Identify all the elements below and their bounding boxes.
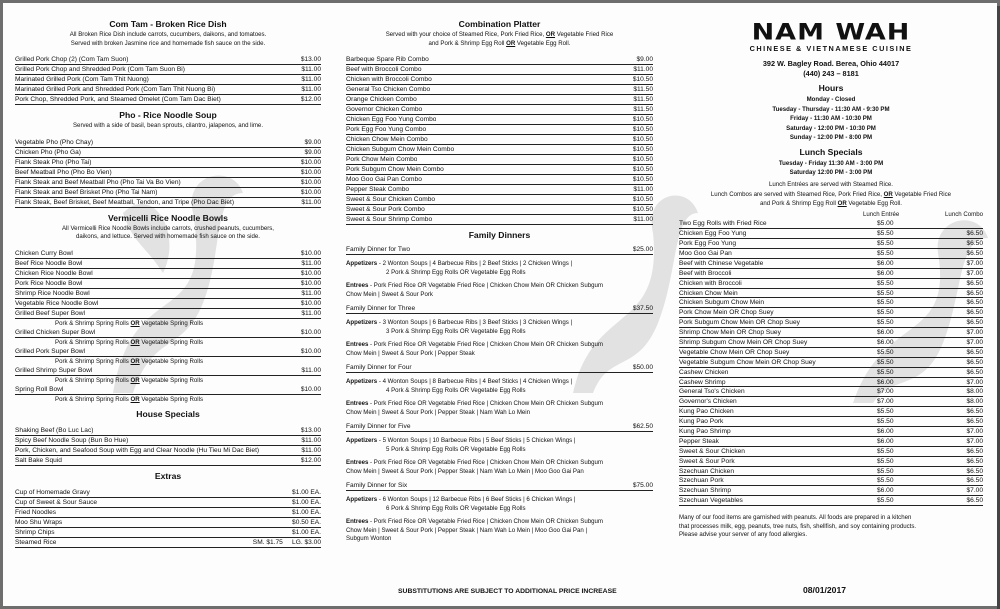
menu-item: Salt Bake Squid $12.00 [15,456,321,464]
menu-item: Pepper Steak Combo $11.00 [346,186,653,194]
column-right [679,19,983,540]
section-title: Extras [154,470,182,481]
desc-line: All Broken Rice Dish include carrots, cucumbers, daikons, and tomatoes. [69,31,267,38]
menu-item: Spring Roll Bowl $10.00 [15,385,321,393]
menu-item: Sweet & Sour Shrimp Combo $11.00 [346,216,653,224]
lunch-list [679,219,983,506]
item-subline: Pork & Shrimp Spring Rolls OR Vegetable Spring Rolls [55,376,204,384]
phone: (440) 243 – 8181 [803,68,859,78]
menu-item: Barbeque Spare Rib Combo $9.00 [346,56,653,64]
menu-item: Pork Chop, Shredded Pork, and Steamed Omelet (Com Tam Dac Biet) $12.00 [15,96,321,104]
menu-item: Chicken with Broccoli Combo $10.50 [346,76,653,84]
lunch-item: Pork Subgum Chow Mein OR Chop Suey $5.50 $6.50 [679,319,983,327]
section-title: House Specials [136,408,200,419]
lunch-item: Szechuan Pork $5.50 $6.50 [679,477,983,485]
lunch-item: Two Egg Rolls with Fried Rice $5.00 [679,219,983,229]
item-subline: Pork & Shrimp Spring Rolls OR Vegetable Spring Rolls [55,357,204,365]
lunch-item: Moo Goo Gai Pan $5.50 $6.50 [679,249,983,257]
desc-line: All Vermicelli Rice Noodle Bowls include carrots, crushed peanuts, cucumbers, [61,224,275,232]
family-dinner: Family Dinner for Three $37.50 Appetizers - 3 Wonton Soups | 6 Barbecue Ribs | 3 Beef Sticks | 3 Chicken Wings | 3 Pork & Shrimp Egg Rolls OR Vegetable Egg Rolls Entrees - Pork Fried Rice OR Vegetable Fried Rice | Chicken Chow Mein OR Chicken Subgum Chow Mein | Sweet & Sour Pork | Pepper Steak [346,305,653,357]
lunch-item: Beef with Broccoli $6.00 $7.00 [679,269,983,277]
lunch-item: Kung Pao Chicken $5.50 $6.50 [679,408,983,416]
lunch-item: Pork Egg Foo Yung $5.50 $6.50 [679,240,983,248]
lunch-item: Kung Pao Shrimp $6.00 $7.00 [679,427,983,435]
hours-list: Monday - Closed Tuesday - Thursday - 11:30 AM - 9:30 PM Friday - 11:30 AM - 10:30 PM Saturday - 12:00 PM - 10:30 PM Sunday - 12:00 PM - 8:00 PM [772,96,890,141]
menu-item: Spicy Beef Noodle Soup (Bun Bo Hue) $11.00 [15,436,321,444]
lunch-item: Szechuan Vegetables $5.50 $6.50 [679,497,983,505]
menu-item: Pork Rice Noodle Bowl $10.00 [15,279,321,287]
menu-item: Vegetable Pho (Pho Chay) $9.00 [15,138,321,146]
house-list [15,426,321,466]
item-subline: Pork & Shrimp Spring Rolls OR Vegetable Spring Rolls [55,338,204,346]
lunch-item: Szechuan Chicken $5.50 $6.50 [679,467,983,475]
extras-list [15,488,321,548]
lunch-item: Cashew Chicken $5.50 $6.50 [679,368,983,376]
menu-item: Pork Chow Mein Combo $10.50 [346,156,653,164]
menu-sheet [3,3,997,606]
hours-title: Hours [818,83,844,93]
menu-item: Governor Chicken Combo $11.50 [346,106,653,114]
section-title: Pho - Rice Noodle Soup [119,110,217,121]
section-description [15,31,321,48]
lunch-combo-note: Lunch Combos are served with Steamed Rice, Pork Fried Rice, OR Vegetable Fried Rice and Pork & Shrimp Egg Roll OR Vegetable Egg Roll. [710,191,952,207]
menu-item: Flank Steak Pho (Pho Tai) $10.00 [15,158,321,166]
desc-line: Served with broken Jasmine rice and homemade fish sauce on the side. [70,39,266,47]
menu-item: Cup of Homemade Gravy $1.00 EA. [15,488,321,496]
lunch-item: Chicken with Broccoli $5.50 $6.50 [679,279,983,287]
menu-item: Chicken Subgum Chow Mein Combo $10.50 [346,146,653,154]
menu-item: Chicken Pho (Pho Ga) $9.00 [15,148,321,156]
lunch-item: Sweet & Sour Chicken $5.50 $6.50 [679,447,983,455]
menu-item: Pork, Chicken, and Seafood Soup with Egg and Clear Noodle (Hu Tieu Mi Dac Biet) $11.00 [15,446,321,454]
menu-item: Grilled Pork Chop and Shredded Pork (Com Tam Suon Bi) $11.00 [15,66,321,74]
lunch-title: Lunch Specials [799,146,863,157]
lunch-hours: Tuesday - Friday 11:30 AM - 3:00 PM Saturday 12:00 PM - 3:00 PM [778,159,884,176]
combo-list [346,55,653,225]
menu-item: Marinated Grilled Pork (Com Tam Thit Nuong) $11.00 [15,76,321,84]
menu-item: Flank Steak, Beef Brisket, Beef Meatball, Tendon, and Tripe (Pho Dac Biet) $11.00 [15,198,321,206]
item-subline: Pork & Shrimp Spring Rolls OR Vegetable Spring Rolls [55,395,204,403]
lunch-item: Pepper Steak $6.00 $7.00 [679,437,983,445]
menu-item: Vegetable Rice Noodle Bowl $10.00 [15,299,321,307]
lunch-item: Shrimp Chow Mein OR Chop Suey $6.00 $7.00 [679,329,983,337]
column-middle [346,19,653,544]
menu-item: Chicken Egg Foo Yung Combo $10.50 [346,116,653,124]
lunch-item: Chicken Chow Mein $5.50 $6.50 [679,289,983,297]
menu-item: Sweet & Sour Chicken Combo $10.50 [346,196,653,204]
lunch-item: Shrimp Subgum Chow Mein OR Chop Suey $6.00 $7.00 [679,338,983,346]
menu-item: Steamed Rice SM. $1.75 LG. $3.00 [15,538,321,546]
menu-item: Sweet & Sour Pork Combo $10.50 [346,206,653,214]
family-dinner: Family Dinner for Six $75.00 Appetizers - 6 Wonton Soups | 12 Barbecue Ribs | 6 Beef Sticks | 6 Chicken Wings | 6 Pork & Shrimp Egg Rolls OR Vegetable Egg Rolls Entrees - Pork Fried Rice OR Vegetable Fried Rice | Chicken Chow Mein OR Chicken Subgum Chow Mein | Sweet & Sour Pork | Pepper Steak | Nam Wah Lo Mein | Moo Goo Gai Pan | Subgum Wonton [346,482,653,543]
section-title: Combination Platter [458,19,541,29]
section-title: Family Dinners [468,230,531,241]
lunch-item: Kung Pao Pork $5.50 $6.50 [679,418,983,426]
menu-item: Orange Chicken Combo $11.50 [346,96,653,104]
lunch-item: Pork Chow Mein OR Chop Suey $5.50 $6.50 [679,309,983,317]
lunch-item: Cashew Shrimp $6.00 $7.00 [679,378,983,386]
menu-item: Fried Noodles $1.00 EA. [15,508,321,516]
section-description: Served with a side of basil, bean sprouts, cilantro, jalapenos, and lime. [72,122,264,130]
section-title: Com Tam - Broken Rice Dish [109,19,227,29]
menu-item: General Tso Chicken Combo $11.50 [346,86,653,94]
pho-list [15,138,321,208]
lunch-column-headers: Lunch Entrée Lunch Combo [863,211,983,219]
menu-item: Moo Goo Gai Pan Combo $10.50 [346,176,653,184]
menu-item: Chicken Rice Noodle Bowl $10.00 [15,269,321,277]
column-left [15,19,321,548]
menu-item: Chicken Curry Bowl $10.00 [15,249,321,257]
family-dinner: Family Dinner for Four $50.00 Appetizers - 4 Wonton Soups | 8 Barbecue Ribs | 4 Beef Sticks | 4 Chicken Wings | 4 Pork & Shrimp Egg Rolls OR Vegetable Egg Rolls Entrees - Pork Fried Rice OR Vegetable Fried Rice | Chicken Chow Mein OR Chicken Subgum Chow Mein | Sweet & Sour Pork | Pepper Steak | Nam Wah Lo Mein [346,364,653,416]
menu-item: Grilled Pork Super Bowl $10.00 [15,347,321,355]
menu-item: Marinated Grilled Pork and Shredded Pork (Com Tam Thit Nuong Bi) $11.00 [15,86,321,94]
restaurant-logo: NAM WAH [751,19,911,46]
section-description [15,225,321,242]
lunch-item: Szechuan Shrimp $6.00 $7.00 [679,487,983,495]
menu-item: Cup of Sweet & Sour Sauce $1.00 EA. [15,498,321,506]
menu-item: Pork Egg Foo Yung Combo $10.50 [346,126,653,134]
lunch-item: Governor's Chicken $7.00 $8.00 [679,398,983,406]
allergy-note: Many of our food items are garnished with peanuts. All foods are prepared in a kitchen that processes milk, egg, peanuts, tree nuts, fish, shellfish, and soy containing products. Please advise your server of any food allergies. [679,514,917,539]
menu-item: Chicken Chow Mein Combo $10.50 [346,136,653,144]
section-description: Served with your choice of Steamed Rice, Pork Fried Rice, OR Vegetable Fried Rice and Pork & Shrimp Egg Roll OR Vegetable Egg Roll. [385,31,614,47]
lunch-item: General Tso's Chicken $7.00 $8.00 [679,388,983,396]
menu-item: Beef Rice Noodle Bowl $11.00 [15,259,321,267]
menu-item: Shaking Beef (Bo Luc Lac) $13.00 [15,426,321,434]
menu-item: Flank Steak and Beef Meatball Pho (Pho Tai Va Bo Vien) $10.00 [15,178,321,186]
item-subline: Pork & Shrimp Spring Rolls OR Vegetable Spring Rolls [55,319,204,327]
lunch-item: Chicken Egg Foo Yung $5.50 $6.50 [679,230,983,238]
menu-item: Grilled Beef Super Bowl $11.00 [15,309,321,317]
menu-date: 08/01/2017 [803,585,847,595]
menu-item: Shrimp Chips $1.00 EA. [15,528,321,536]
lunch-entree-note: Lunch Entrées are served with Steamed Rice. [769,180,893,188]
menu-item: Grilled Pork Chop (2) (Com Tam Suon) $13.00 [15,56,321,64]
substitution-note: SUBSTITUTIONS ARE SUBJECT TO ADDITIONAL PRICE INCREASE [398,588,617,595]
menu-item: Grilled Chicken Super Bowl $10.00 [15,328,321,336]
menu-item: Shrimp Rice Noodle Bowl $11.00 [15,289,321,297]
lunch-item: Vegetable Subgum Chow Mein OR Chop Suey $5.50 $6.50 [679,358,983,366]
desc-line: daikons, and lettuce. Served with homemade fish sauce on the side. [76,233,260,241]
lunch-item: Beef with Chinese Vegetable $6.00 $7.00 [679,259,983,267]
menu-item: Flank Steak and Beef Brisket Pho (Pho Tai Nam) $10.00 [15,188,321,196]
family-dinner: Family Dinner for Two $25.00 Appetizers - 2 Wonton Soups | 4 Barbecue Ribs | 2 Beef Sticks | 2 Chicken Wings | 2 Pork & Shrimp Egg Rolls OR Vegetable Egg Rolls Entrees - Pork Fried Rice OR Vegetable Fried Rice | Chicken Chow Mein OR Chicken Subgum Chow Mein | Sweet & Sour Pork [346,246,653,298]
menu-item: Grilled Shrimp Super Bowl $11.00 [15,366,321,374]
section-title: Vermicelli Rice Noodle Bowls [108,212,228,223]
com-tam-list [15,55,321,105]
menu-item: Moo Shu Wraps $0.50 EA. [15,518,321,526]
address: 392 W. Bagley Road. Berea, Ohio 44017 [762,59,900,68]
lunch-item: Sweet & Sour Pork $5.50 $6.50 [679,457,983,465]
lunch-item: Chicken Subgum Chow Mein $5.50 $6.50 [679,299,983,307]
menu-item: Beef Meatball Pho (Pho Bo Vien) $10.00 [15,168,321,176]
family-dinner: Family Dinner for Five $62.50 Appetizers - 5 Wonton Soups | 10 Barbecue Ribs | 5 Beef Sticks | 5 Chicken Wings | 5 Pork & Shrimp Egg Rolls OR Vegetable Egg Rolls Entrees - Pork Fried Rice OR Vegetable Fried Rice | Chicken Chow Mein OR Chicken Subgum Chow Mein | Sweet & Sour Pork | Pepper Steak | Nam Wah Lo Mein | Moo Goo Gai Pan [346,423,653,475]
logo-subtitle: CHINESE & VIETNAMESE CUISINE [749,44,913,53]
lunch-item: Vegetable Chow Mein OR Chop Suey $5.50 $6.50 [679,348,983,356]
menu-item: Pork Subgum Chow Mein Combo $10.50 [346,166,653,174]
menu-item: Beef with Broccoli Combo $11.00 [346,66,653,74]
vermicelli-list [15,249,321,404]
